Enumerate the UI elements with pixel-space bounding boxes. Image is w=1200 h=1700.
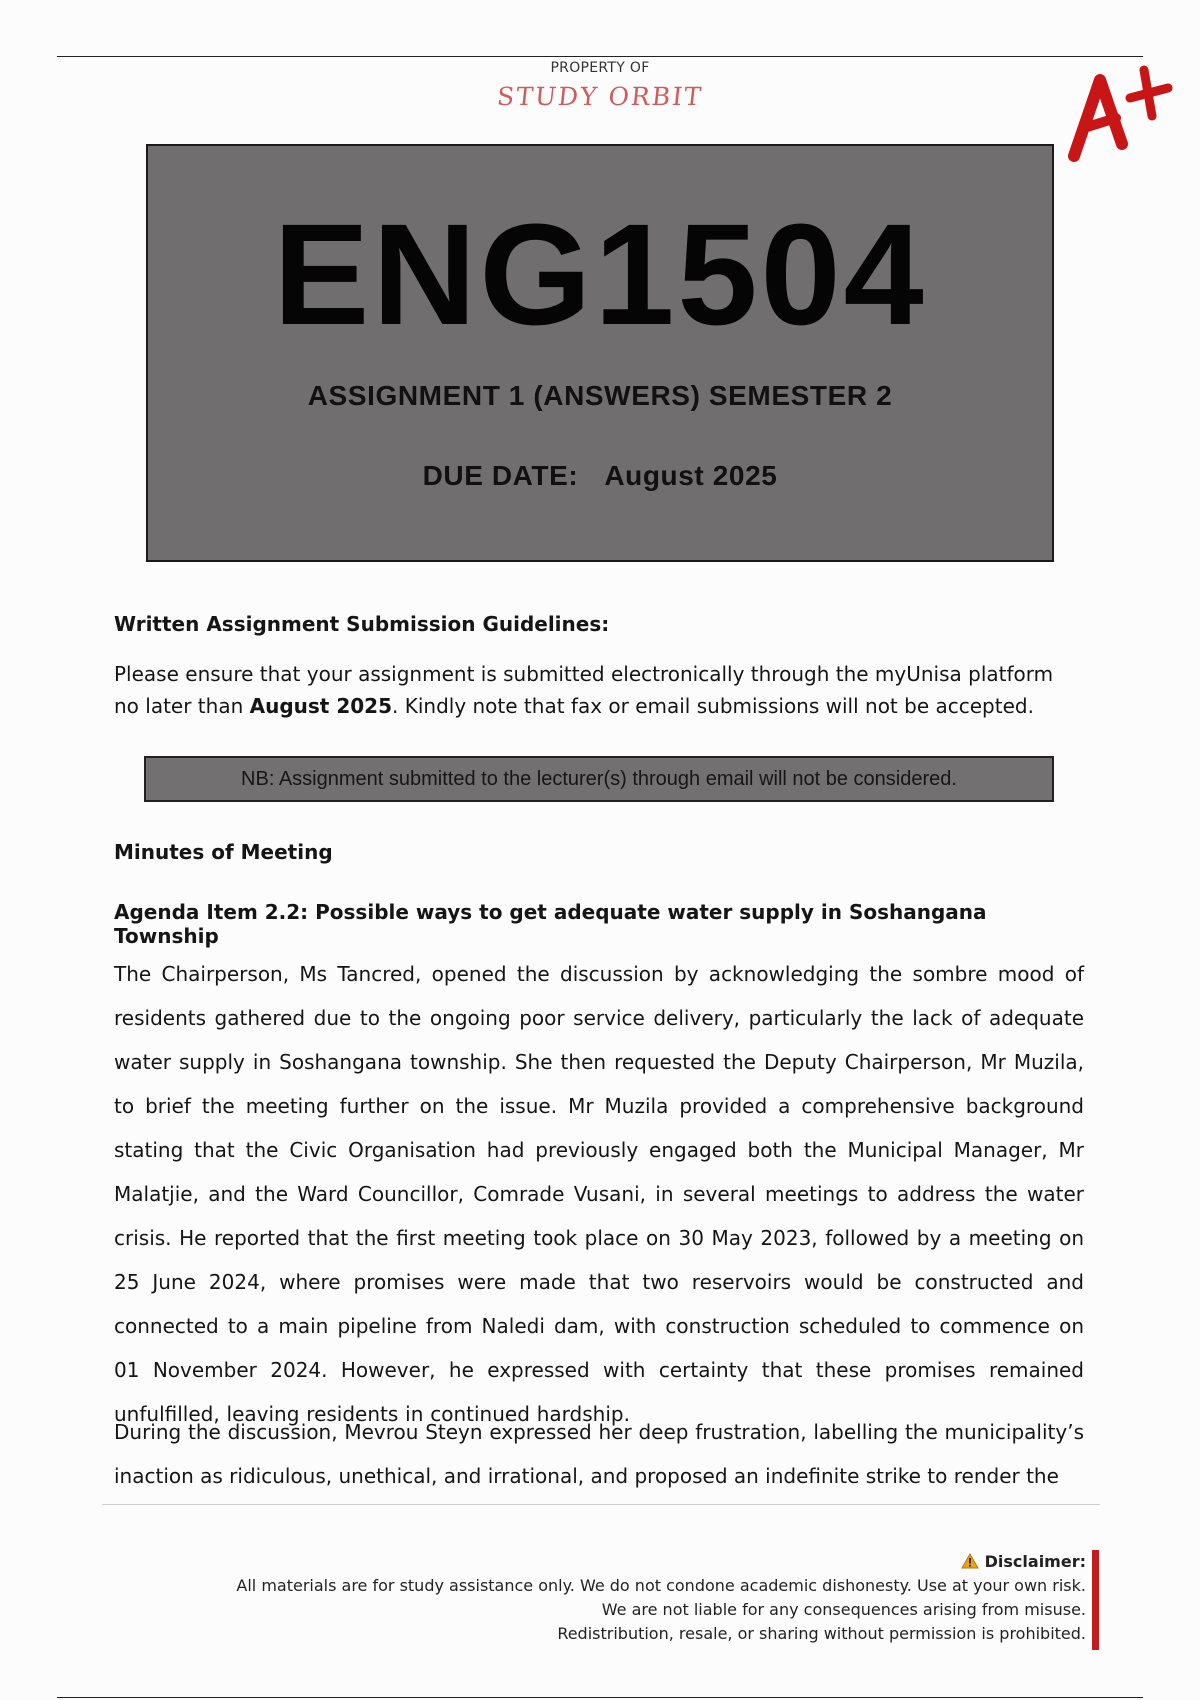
guidelines-text-end: . Kindly note that fax or email submissions will not be accepted. xyxy=(392,694,1034,718)
top-rule xyxy=(57,56,1143,57)
course-code: ENG1504 xyxy=(273,194,927,355)
bottom-rule xyxy=(57,1697,1143,1698)
disclaimer-title: Disclaimer: xyxy=(984,1552,1086,1571)
grade-stamp-icon xyxy=(1060,58,1180,168)
guidelines-text-start: Please ensure that your assignment is submitted electronically through the myUnisa platform no later than xyxy=(114,662,1054,718)
disclaimer-line: We are not liable for any consequences arising from misuse. xyxy=(601,1600,1086,1619)
minutes-paragraph-1: The Chairperson, Ms Tancred, opened the discussion by acknowledging the sombre mood of residents gathered due to the ongoing poor service delivery, particularly the lack of adequate water supply in Soshangana township. She then requested the Deputy Chairperson, Mr Muzila, to brief the meeting further on the issue. Mr Muzila provided a comprehensive background stating that the Civic Organisation had previously engaged both the Municipal Manager, Mr Malatjie, and the Ward Councillor, Comrade Vusani, in several meetings to address the water crisis. He reported that the first meeting took place on 30 May 2023, followed by a meeting on 25 June 2024, where promises were made that two reservoirs would be constructed and connected to a main pipeline from Naledi dam, with construction scheduled to commence on 01 November 2024. However, he expressed with certainty that these promises remained unfulfilled, leaving residents in continued hardship. xyxy=(114,962,1084,1426)
disclaimer xyxy=(186,1550,1086,1646)
assignment-subtitle: ASSIGNMENT 1 (ANSWERS) SEMESTER 2 xyxy=(307,380,893,411)
brand-logo-text: STUDY ORBIT xyxy=(495,82,705,111)
nb-notice: NB: Assignment submitted to the lecturer(s) through email will not be considered. xyxy=(144,756,1054,802)
due-date xyxy=(0,460,1200,492)
guidelines-deadline: August 2025 xyxy=(249,694,392,718)
due-date-value: August 2025 xyxy=(604,460,778,491)
agenda-item-heading: Agenda Item 2.2: Possible ways to get adequate water supply in Soshangana Township xyxy=(114,900,987,948)
minutes-paragraph-2: During the discussion, Mevrou Steyn expressed her deep frustration, labelling the municipality’s inaction as ridiculous, unethical, and irrational, and proposed an indefinite strike to render the xyxy=(114,1420,1084,1488)
disclaimer-line: All materials are for study assistance only. We do not condone academic dishonesty. Use at your own risk. xyxy=(236,1576,1086,1595)
due-date-label: DUE DATE: xyxy=(422,460,579,491)
property-label: PROPERTY OF xyxy=(550,60,650,76)
guidelines-paragraph xyxy=(114,658,1084,722)
disclaimer-accent-bar xyxy=(1092,1550,1099,1650)
disclaimer-line: Redistribution, resale, or sharing without permission is prohibited. xyxy=(557,1624,1086,1643)
minutes-heading: Minutes of Meeting xyxy=(114,840,333,864)
footer-divider xyxy=(102,1504,1100,1505)
warning-icon xyxy=(961,1553,979,1569)
guidelines-heading: Written Assignment Submission Guidelines: xyxy=(114,612,610,636)
